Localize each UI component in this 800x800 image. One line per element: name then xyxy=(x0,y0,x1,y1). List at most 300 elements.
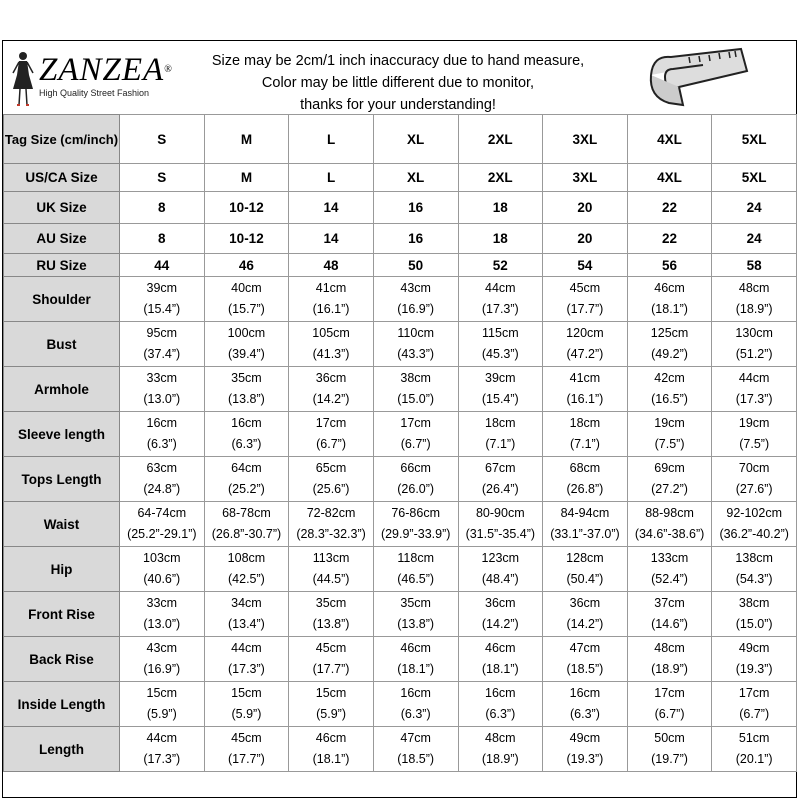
size-row xyxy=(4,164,797,192)
inch-value: (15.0”) xyxy=(735,617,773,631)
measure-cell xyxy=(204,592,289,637)
measure-cell xyxy=(627,322,712,367)
inch-value: (13.8”) xyxy=(312,617,350,631)
inch-value: (25.6”) xyxy=(312,482,350,496)
inch-value: (26.0”) xyxy=(397,482,435,496)
cm-value: 68cm xyxy=(569,461,601,475)
inch-value: (15.4”) xyxy=(143,302,181,316)
inch-value: (7.1”) xyxy=(570,437,600,451)
cm-value: 16cm xyxy=(400,686,431,700)
size-cell: XL xyxy=(373,164,458,192)
brand-tagline: High Quality Street Fashion xyxy=(39,88,150,98)
cm-value: 76-86cm xyxy=(391,506,440,520)
size-cell: 16 xyxy=(373,224,458,254)
cm-value: 47cm xyxy=(569,641,601,655)
cm-value: 43cm xyxy=(146,641,178,655)
measure-cell xyxy=(543,502,628,547)
size-cell: M xyxy=(204,164,289,192)
inch-value: (13.8”) xyxy=(228,392,265,406)
brand-logo xyxy=(9,49,189,109)
cm-value: 48cm xyxy=(654,641,685,655)
measure-cell xyxy=(289,727,374,772)
inch-value: (15.4”) xyxy=(481,392,519,406)
cm-value: 35cm xyxy=(400,596,431,610)
cm-value: 51cm xyxy=(738,731,770,745)
size-cell: M xyxy=(204,115,289,164)
measure-cell xyxy=(543,322,628,367)
cm-value: 103cm xyxy=(143,551,181,565)
measure-cell xyxy=(543,637,628,682)
measure-cell xyxy=(204,727,289,772)
measure-cell xyxy=(289,367,374,412)
measure-cell xyxy=(120,502,205,547)
notice-text xyxy=(188,50,608,116)
cm-value: 36cm xyxy=(315,371,347,385)
measure-cell xyxy=(712,727,797,772)
measure-cell xyxy=(373,457,458,502)
measure-cell xyxy=(373,367,458,412)
cm-value: 80-90cm xyxy=(475,506,525,520)
inch-value: (18.9”) xyxy=(651,662,688,676)
inch-value: (34.6”-38.6”) xyxy=(634,527,705,541)
measure-cell xyxy=(289,412,374,457)
measure-cell xyxy=(627,727,712,772)
measure-cell xyxy=(373,682,458,727)
inch-value: (28.3”-32.3”) xyxy=(296,527,366,541)
measure-row xyxy=(4,637,797,682)
measure-cell xyxy=(120,682,205,727)
size-cell: 3XL xyxy=(543,164,628,192)
measure-cell xyxy=(543,277,628,322)
cm-value: 130cm xyxy=(735,326,773,340)
inch-value: (37.4”) xyxy=(143,347,181,361)
inch-value: (16.1”) xyxy=(566,392,604,406)
size-chart xyxy=(2,40,797,798)
cm-value: 38cm xyxy=(738,596,770,610)
size-row xyxy=(4,224,797,254)
measure-row xyxy=(4,592,797,637)
size-cell: 46 xyxy=(204,254,289,277)
measure-cell xyxy=(627,502,712,547)
inch-value: (18.9”) xyxy=(735,302,773,316)
notice-line: Size may be 2cm/1 inch inaccuracy due to hand measure, xyxy=(211,53,585,69)
measure-cell xyxy=(712,457,797,502)
measure-cell xyxy=(627,367,712,412)
cm-value: 15cm xyxy=(146,686,178,700)
cm-value: 35cm xyxy=(231,371,262,385)
inch-value: (50.4”) xyxy=(566,572,604,586)
measure-cell xyxy=(204,637,289,682)
cm-value: 48cm xyxy=(738,281,770,295)
measure-cell xyxy=(458,727,543,772)
size-cell: 24 xyxy=(712,224,797,254)
inch-value: (27.2”) xyxy=(651,482,688,496)
cm-value: 17cm xyxy=(315,416,347,430)
measure-row xyxy=(4,322,797,367)
cm-value: 45cm xyxy=(315,641,347,655)
measure-cell xyxy=(373,727,458,772)
cm-value: 105cm xyxy=(312,326,350,340)
inch-value: (49.2”) xyxy=(651,347,688,361)
inch-value: (18.1”) xyxy=(312,752,350,766)
measure-cell xyxy=(627,457,712,502)
inch-value: (17.7”) xyxy=(312,662,350,676)
size-cell: 2XL xyxy=(458,164,543,192)
measure-row xyxy=(4,682,797,727)
row-label: Hip xyxy=(4,547,120,592)
measure-cell xyxy=(120,322,205,367)
cm-value: 44cm xyxy=(231,641,262,655)
inch-value: (29.9”-33.9”) xyxy=(380,527,451,541)
measure-cell xyxy=(373,322,458,367)
inch-value: (13.0”) xyxy=(143,392,181,406)
inch-value: (15.7”) xyxy=(228,302,265,316)
cm-value: 118cm xyxy=(397,551,434,565)
inch-value: (47.2”) xyxy=(566,347,604,361)
size-cell: 5XL xyxy=(712,115,797,164)
cm-value: 43cm xyxy=(400,281,431,295)
measure-cell xyxy=(712,547,797,592)
measure-cell xyxy=(458,322,543,367)
cm-value: 125cm xyxy=(650,326,689,340)
size-cell: 10-12 xyxy=(204,192,289,224)
measure-cell xyxy=(543,682,628,727)
inch-value: (46.5”) xyxy=(397,572,435,586)
size-row xyxy=(4,115,797,164)
cm-value: 42cm xyxy=(654,371,685,385)
measure-row xyxy=(4,412,797,457)
cm-value: 16cm xyxy=(485,686,516,700)
row-label: Armhole xyxy=(4,367,120,412)
cm-value: 67cm xyxy=(485,461,516,475)
cm-value: 44cm xyxy=(485,281,516,295)
size-cell: 10-12 xyxy=(204,224,289,254)
size-row xyxy=(4,254,797,277)
size-cell: 14 xyxy=(289,224,374,254)
cm-value: 50cm xyxy=(654,731,685,745)
measure-row xyxy=(4,727,797,772)
cm-value: 47cm xyxy=(400,731,431,745)
inch-value: (13.0”) xyxy=(143,617,181,631)
size-cell: XL xyxy=(373,115,458,164)
chart-header xyxy=(3,41,796,115)
inch-value: (27.6”) xyxy=(735,482,773,496)
inch-value: (19.7”) xyxy=(651,752,688,766)
cm-value: 113cm xyxy=(312,551,350,565)
measure-cell xyxy=(458,502,543,547)
size-cell: 56 xyxy=(627,254,712,277)
notice-line: thanks for your understanding! xyxy=(300,97,496,113)
cm-value: 15cm xyxy=(315,686,347,700)
cm-value: 66cm xyxy=(400,461,431,475)
measure-cell xyxy=(289,277,374,322)
size-cell: 2XL xyxy=(458,115,543,164)
cm-value: 68-78cm xyxy=(222,506,271,520)
measure-cell xyxy=(712,637,797,682)
cm-value: 70cm xyxy=(738,461,770,475)
measure-cell xyxy=(289,592,374,637)
inch-value: (31.5”-35.4”) xyxy=(465,527,536,541)
cm-value: 16cm xyxy=(231,416,262,430)
inch-value: (19.3”) xyxy=(735,662,773,676)
measure-cell xyxy=(712,367,797,412)
measure-cell xyxy=(627,637,712,682)
cm-value: 45cm xyxy=(231,731,262,745)
cm-value: 64-74cm xyxy=(137,506,187,520)
cm-value: 133cm xyxy=(650,551,689,565)
measure-cell xyxy=(458,412,543,457)
cm-value: 69cm xyxy=(654,461,685,475)
cm-value: 19cm xyxy=(738,416,770,430)
measure-cell xyxy=(120,367,205,412)
inch-value: (44.5”) xyxy=(312,572,350,586)
cm-value: 40cm xyxy=(231,281,262,295)
cm-value: 18cm xyxy=(569,416,601,430)
measure-cell xyxy=(458,637,543,682)
cm-value: 16cm xyxy=(146,416,178,430)
inch-value: (25.2”-29.1”) xyxy=(127,527,197,541)
size-cell: 22 xyxy=(627,192,712,224)
inch-value: (6.3”) xyxy=(485,707,516,721)
measure-cell xyxy=(120,457,205,502)
inch-value: (6.3”) xyxy=(570,707,600,721)
size-row xyxy=(4,192,797,224)
cm-value: 17cm xyxy=(738,686,770,700)
measure-cell xyxy=(458,367,543,412)
size-cell: 20 xyxy=(543,192,628,224)
cm-value: 46cm xyxy=(654,281,685,295)
measure-cell xyxy=(120,412,205,457)
cm-value: 34cm xyxy=(231,596,262,610)
row-label: Inside Length xyxy=(4,682,120,727)
measure-cell xyxy=(627,547,712,592)
measure-cell xyxy=(712,592,797,637)
measure-cell xyxy=(289,502,374,547)
measure-cell xyxy=(712,502,797,547)
inch-value: (16.1”) xyxy=(312,302,350,316)
inch-value: (13.8”) xyxy=(397,617,435,631)
inch-value: (16.9”) xyxy=(397,302,435,316)
inch-value: (54.3”) xyxy=(735,572,773,586)
measure-cell xyxy=(120,547,205,592)
inch-value: (6.7”) xyxy=(400,437,431,451)
row-label: Tag Size (cm/inch) xyxy=(4,115,120,164)
measure-cell xyxy=(204,502,289,547)
cm-value: 18cm xyxy=(485,416,516,430)
brand-name: ZANZEA® xyxy=(39,52,173,88)
row-label: Back Rise xyxy=(4,637,120,682)
inch-value: (24.8”) xyxy=(143,482,181,496)
measure-cell xyxy=(712,682,797,727)
measure-cell xyxy=(712,412,797,457)
inch-value: (14.2”) xyxy=(566,617,604,631)
row-label: UK Size xyxy=(4,192,120,224)
measure-cell xyxy=(458,547,543,592)
measure-cell xyxy=(373,412,458,457)
size-cell: 5XL xyxy=(712,164,797,192)
size-cell: S xyxy=(120,164,205,192)
row-label: Length xyxy=(4,727,120,772)
measure-cell xyxy=(373,502,458,547)
cm-value: 84-94cm xyxy=(560,506,610,520)
row-label: US/CA Size xyxy=(4,164,120,192)
cm-value: 15cm xyxy=(231,686,262,700)
woman-silhouette-icon xyxy=(9,49,37,107)
measure-cell xyxy=(712,322,797,367)
cm-value: 110cm xyxy=(397,326,434,340)
size-cell: 22 xyxy=(627,224,712,254)
cm-value: 95cm xyxy=(146,326,178,340)
cm-value: 38cm xyxy=(400,371,431,385)
measure-cell xyxy=(204,457,289,502)
size-cell: 58 xyxy=(712,254,797,277)
cm-value: 65cm xyxy=(315,461,347,475)
size-cell: 20 xyxy=(543,224,628,254)
cm-value: 115cm xyxy=(482,326,519,340)
measure-cell xyxy=(204,412,289,457)
inch-value: (36.2”-40.2”) xyxy=(719,527,789,541)
inch-value: (13.4”) xyxy=(228,617,265,631)
measure-cell xyxy=(120,277,205,322)
size-cell: 24 xyxy=(712,192,797,224)
cm-value: 128cm xyxy=(566,551,604,565)
size-cell: S xyxy=(120,115,205,164)
cm-value: 44cm xyxy=(738,371,770,385)
inch-value: (14.2”) xyxy=(312,392,350,406)
row-label: AU Size xyxy=(4,224,120,254)
measure-cell xyxy=(458,592,543,637)
measure-cell xyxy=(543,367,628,412)
size-cell: 48 xyxy=(289,254,374,277)
cm-value: 17cm xyxy=(400,416,431,430)
size-cell: 4XL xyxy=(627,164,712,192)
inch-value: (40.6”) xyxy=(143,572,181,586)
measuring-tape-icon xyxy=(643,45,753,111)
inch-value: (7.1”) xyxy=(485,437,516,451)
inch-value: (17.7”) xyxy=(566,302,604,316)
size-cell: 52 xyxy=(458,254,543,277)
notice-line: Color may be little different due to monitor, xyxy=(261,75,535,91)
cm-value: 138cm xyxy=(735,551,773,565)
cm-value: 39cm xyxy=(146,281,178,295)
inch-value: (18.5”) xyxy=(397,752,435,766)
inch-value: (51.2”) xyxy=(735,347,773,361)
inch-value: (14.2”) xyxy=(481,617,519,631)
measure-cell xyxy=(543,547,628,592)
size-cell: L xyxy=(289,164,374,192)
measure-cell xyxy=(204,367,289,412)
inch-value: (6.7”) xyxy=(654,707,685,721)
measure-cell xyxy=(458,277,543,322)
measure-cell xyxy=(627,592,712,637)
inch-value: (6.7”) xyxy=(739,707,770,721)
measure-cell xyxy=(373,637,458,682)
cm-value: 100cm xyxy=(227,326,266,340)
measure-cell xyxy=(204,547,289,592)
inch-value: (5.9”) xyxy=(146,707,177,721)
cm-value: 46cm xyxy=(315,731,347,745)
cm-value: 63cm xyxy=(146,461,178,475)
cm-value: 36cm xyxy=(569,596,601,610)
inch-value: (18.1”) xyxy=(651,302,688,316)
measure-cell xyxy=(204,322,289,367)
inch-value: (18.9”) xyxy=(481,752,519,766)
measure-row xyxy=(4,367,797,412)
measure-row xyxy=(4,277,797,322)
size-cell: 44 xyxy=(120,254,205,277)
measure-cell xyxy=(289,457,374,502)
row-label: Bust xyxy=(4,322,120,367)
cm-value: 72-82cm xyxy=(306,506,356,520)
size-cell: 8 xyxy=(120,224,205,254)
inch-value: (41.3”) xyxy=(312,347,350,361)
measure-cell xyxy=(289,682,374,727)
cm-value: 16cm xyxy=(569,686,601,700)
row-label: Sleeve length xyxy=(4,412,120,457)
inch-value: (18.1”) xyxy=(397,662,435,676)
cm-value: 35cm xyxy=(315,596,347,610)
inch-value: (26.8”) xyxy=(566,482,604,496)
measure-cell xyxy=(627,682,712,727)
inch-value: (43.3”) xyxy=(397,347,435,361)
inch-value: (17.3”) xyxy=(735,392,773,406)
measure-cell xyxy=(543,592,628,637)
cm-value: 108cm xyxy=(227,551,266,565)
measure-cell xyxy=(204,277,289,322)
cm-value: 33cm xyxy=(146,371,178,385)
inch-value: (39.4”) xyxy=(228,347,265,361)
cm-value: 45cm xyxy=(569,281,601,295)
cm-value: 123cm xyxy=(481,551,520,565)
cm-value: 41cm xyxy=(315,281,347,295)
cm-value: 19cm xyxy=(654,416,685,430)
measure-cell xyxy=(543,727,628,772)
inch-value: (26.8”-30.7”) xyxy=(211,527,282,541)
size-cell: 16 xyxy=(373,192,458,224)
cm-value: 92-102cm xyxy=(726,506,782,520)
measure-cell xyxy=(289,322,374,367)
size-cell: 14 xyxy=(289,192,374,224)
inch-value: (6.3”) xyxy=(231,437,262,451)
inch-value: (7.5”) xyxy=(739,437,770,451)
size-table xyxy=(3,114,797,772)
inch-value: (42.5”) xyxy=(228,572,265,586)
cm-value: 46cm xyxy=(400,641,431,655)
inch-value: (52.4”) xyxy=(651,572,688,586)
inch-value: (19.3”) xyxy=(566,752,604,766)
inch-value: (25.2”) xyxy=(228,482,265,496)
inch-value: (5.9”) xyxy=(316,707,346,721)
inch-value: (17.7”) xyxy=(228,752,265,766)
cm-value: 39cm xyxy=(485,371,516,385)
measure-cell xyxy=(373,592,458,637)
cm-value: 88-98cm xyxy=(645,506,694,520)
inch-value: (48.4”) xyxy=(481,572,519,586)
cm-value: 48cm xyxy=(485,731,516,745)
measure-cell xyxy=(627,412,712,457)
inch-value: (16.9”) xyxy=(143,662,181,676)
inch-value: (7.5”) xyxy=(654,437,685,451)
measure-cell xyxy=(289,547,374,592)
measure-cell xyxy=(120,727,205,772)
cm-value: 37cm xyxy=(654,596,685,610)
measure-cell xyxy=(458,457,543,502)
inch-value: (45.3”) xyxy=(481,347,519,361)
measure-cell xyxy=(627,277,712,322)
inch-value: (17.3”) xyxy=(228,662,265,676)
row-label: Shoulder xyxy=(4,277,120,322)
measure-cell xyxy=(289,637,374,682)
